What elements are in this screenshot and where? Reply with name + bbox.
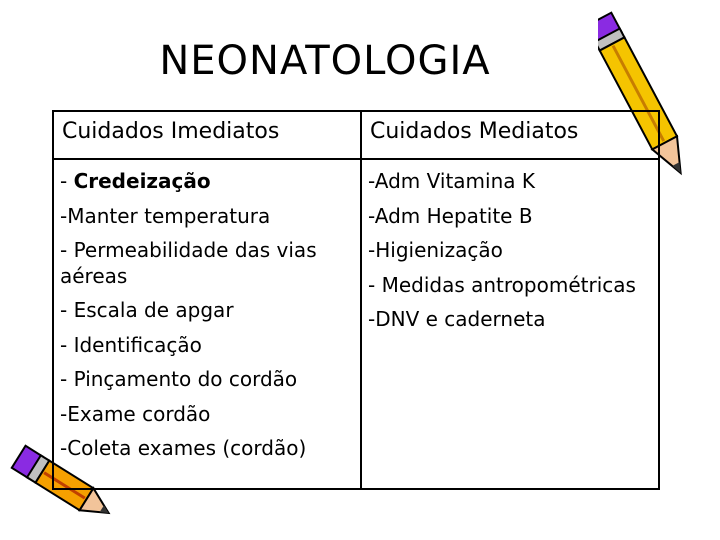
header-immediate-care: Cuidados Imediatos bbox=[62, 119, 280, 144]
list-item: -Adm Hepatite B bbox=[368, 203, 533, 228]
list-item: -Coleta exames (cordão) bbox=[60, 436, 307, 460]
list-item: - Identificação bbox=[60, 332, 202, 357]
mediate-care-list bbox=[368, 164, 658, 336]
care-table bbox=[52, 110, 660, 490]
list-item: -Adm Vitamina K bbox=[368, 169, 535, 193]
column-divider bbox=[360, 112, 362, 488]
list-item bbox=[60, 164, 356, 199]
header-divider bbox=[54, 158, 658, 160]
list-item: -Higienização bbox=[368, 238, 503, 262]
list-item: - Permeabilidade das vias aéreas bbox=[60, 238, 317, 288]
list-item: -Manter temperatura bbox=[60, 203, 271, 228]
item-prefix: - bbox=[60, 169, 74, 193]
list-item: - Escala de apgar bbox=[60, 298, 234, 322]
list-item: -Exame cordão bbox=[60, 401, 211, 426]
immediate-care-list bbox=[60, 164, 356, 466]
header-mediate-care: Cuidados Mediatos bbox=[370, 119, 579, 144]
list-item: - Pinçamento do cordão bbox=[60, 367, 298, 391]
item-text: Credeização bbox=[73, 169, 211, 193]
list-item: - Medidas antropométricas bbox=[368, 272, 636, 297]
slide-title: NEONATOLOGIA bbox=[159, 38, 491, 84]
list-item: -DNV e caderneta bbox=[368, 306, 546, 331]
